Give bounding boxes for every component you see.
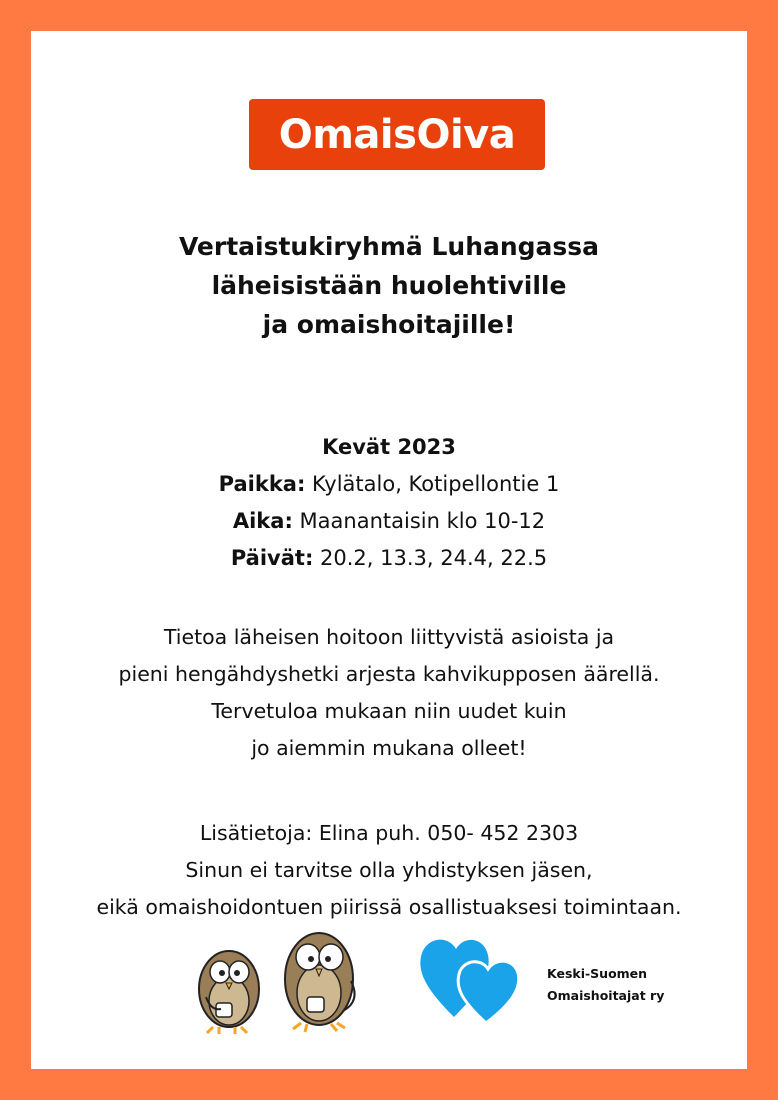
dates-value: 20.2, 13.3, 24.4, 22.5 xyxy=(313,546,548,570)
title-line-2: läheisistään huolehtiville xyxy=(211,271,567,300)
title-line-1: Vertaistukiryhmä Luhangassa xyxy=(178,232,600,261)
time-value: Maanantaisin klo 10-12 xyxy=(292,509,546,533)
contact-info xyxy=(31,815,747,926)
description-line-1: Tietoa läheisen hoitoon liittyvistä asioista ja xyxy=(163,625,615,649)
description-line-2: pieni hengähdyshetki arjesta kahvikupposen äärellä. xyxy=(118,662,660,686)
organization-name xyxy=(547,963,664,1007)
omaisoiva-logo xyxy=(249,99,545,170)
right-owl-icon xyxy=(285,933,355,1032)
dates-row xyxy=(31,540,747,577)
season: Kevät 2023 xyxy=(322,435,456,459)
owls-with-coffee-illustration xyxy=(171,911,381,1041)
contact-line-2: Sinun ei tarvitse olla yhdistyksen jäsen, xyxy=(185,858,593,882)
title-line-3: ja omaishoitajille! xyxy=(262,310,516,339)
organization-name-line-2: Omaishoitajat ry xyxy=(547,988,665,1003)
poster xyxy=(31,31,747,1069)
place-row xyxy=(31,466,747,503)
contact-line-3: eikä omaishoidontuen piirissä osallistuaksesi toimintaan. xyxy=(96,895,682,919)
event-info xyxy=(31,429,747,577)
hearts-icon xyxy=(416,929,536,1027)
place-label: Paikka: xyxy=(218,472,306,496)
description-line-3: Tervetuloa mukaan niin uudet kuin xyxy=(211,699,567,723)
left-owl-icon xyxy=(199,951,259,1034)
contact-line-1: Lisätietoja: Elina puh. 050- 452 2303 xyxy=(199,821,579,845)
organization-name-line-1: Keski-Suomen xyxy=(547,966,648,981)
logo-text: OmaisOiva xyxy=(278,111,516,158)
place-value: Kylätalo, Kotipellontie 1 xyxy=(305,472,560,496)
description-line-4: jo aiemmin mukana olleet! xyxy=(251,736,527,760)
time-label: Aika: xyxy=(232,509,293,533)
dates-label: Päivät: xyxy=(230,546,314,570)
description xyxy=(31,619,747,767)
time-row xyxy=(31,503,747,540)
poster-title xyxy=(31,227,747,344)
